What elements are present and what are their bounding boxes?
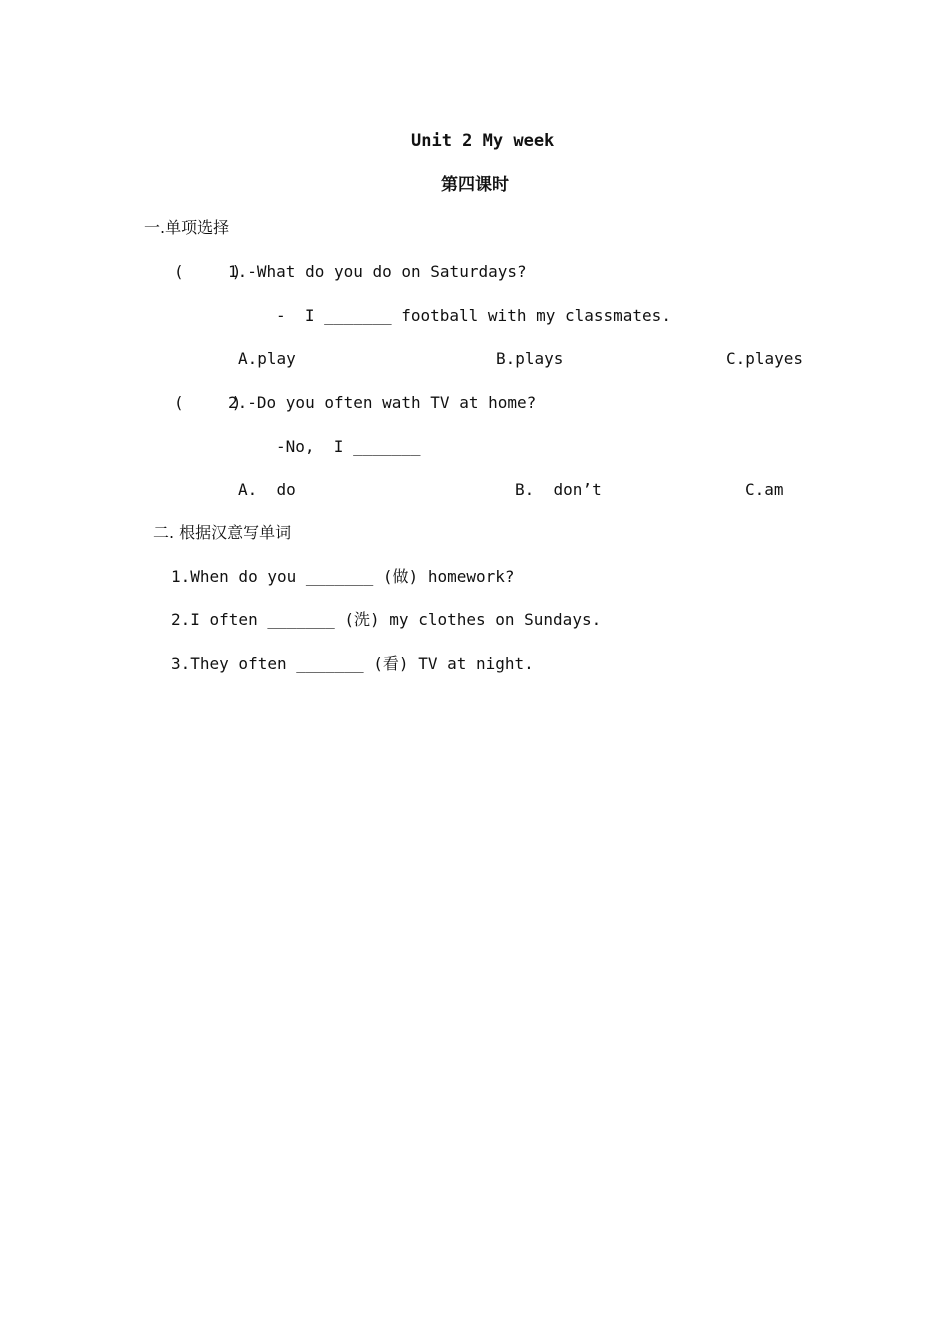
answer-bracket: ( ) bbox=[174, 393, 242, 412]
option-c: C.playes bbox=[726, 349, 804, 368]
fill-item-2: 2.I often _______ (洗) my clothes on Sundays. bbox=[171, 610, 602, 629]
section-heading: 二. 根据汉意写单词 bbox=[153, 523, 292, 542]
question-answer-line: - I _______ football with my classmates. bbox=[276, 306, 671, 325]
option-a: A. do bbox=[238, 480, 296, 499]
option-b: B.plays bbox=[496, 349, 564, 368]
question-prompt: 2.-Do you often wath TV at home? bbox=[228, 393, 537, 412]
fill-item-3: 3.They often _______ (看) TV at night. bbox=[171, 654, 534, 673]
option-a: A.play bbox=[238, 349, 296, 368]
question-prompt: 1.-What do you do on Saturdays? bbox=[228, 262, 527, 281]
question-answer-line: -No, I _______ bbox=[276, 437, 421, 456]
option-c: C.am bbox=[745, 480, 784, 499]
lesson-subtitle: 第四课时 bbox=[441, 175, 509, 195]
answer-bracket: ( ) bbox=[174, 262, 242, 281]
option-b: B. don’t bbox=[515, 480, 602, 499]
section-heading: 一.单项选择 bbox=[144, 218, 230, 237]
page-title: Unit 2 My week bbox=[411, 131, 555, 151]
fill-item-1: 1.When do you _______ (做) homework? bbox=[171, 567, 515, 586]
